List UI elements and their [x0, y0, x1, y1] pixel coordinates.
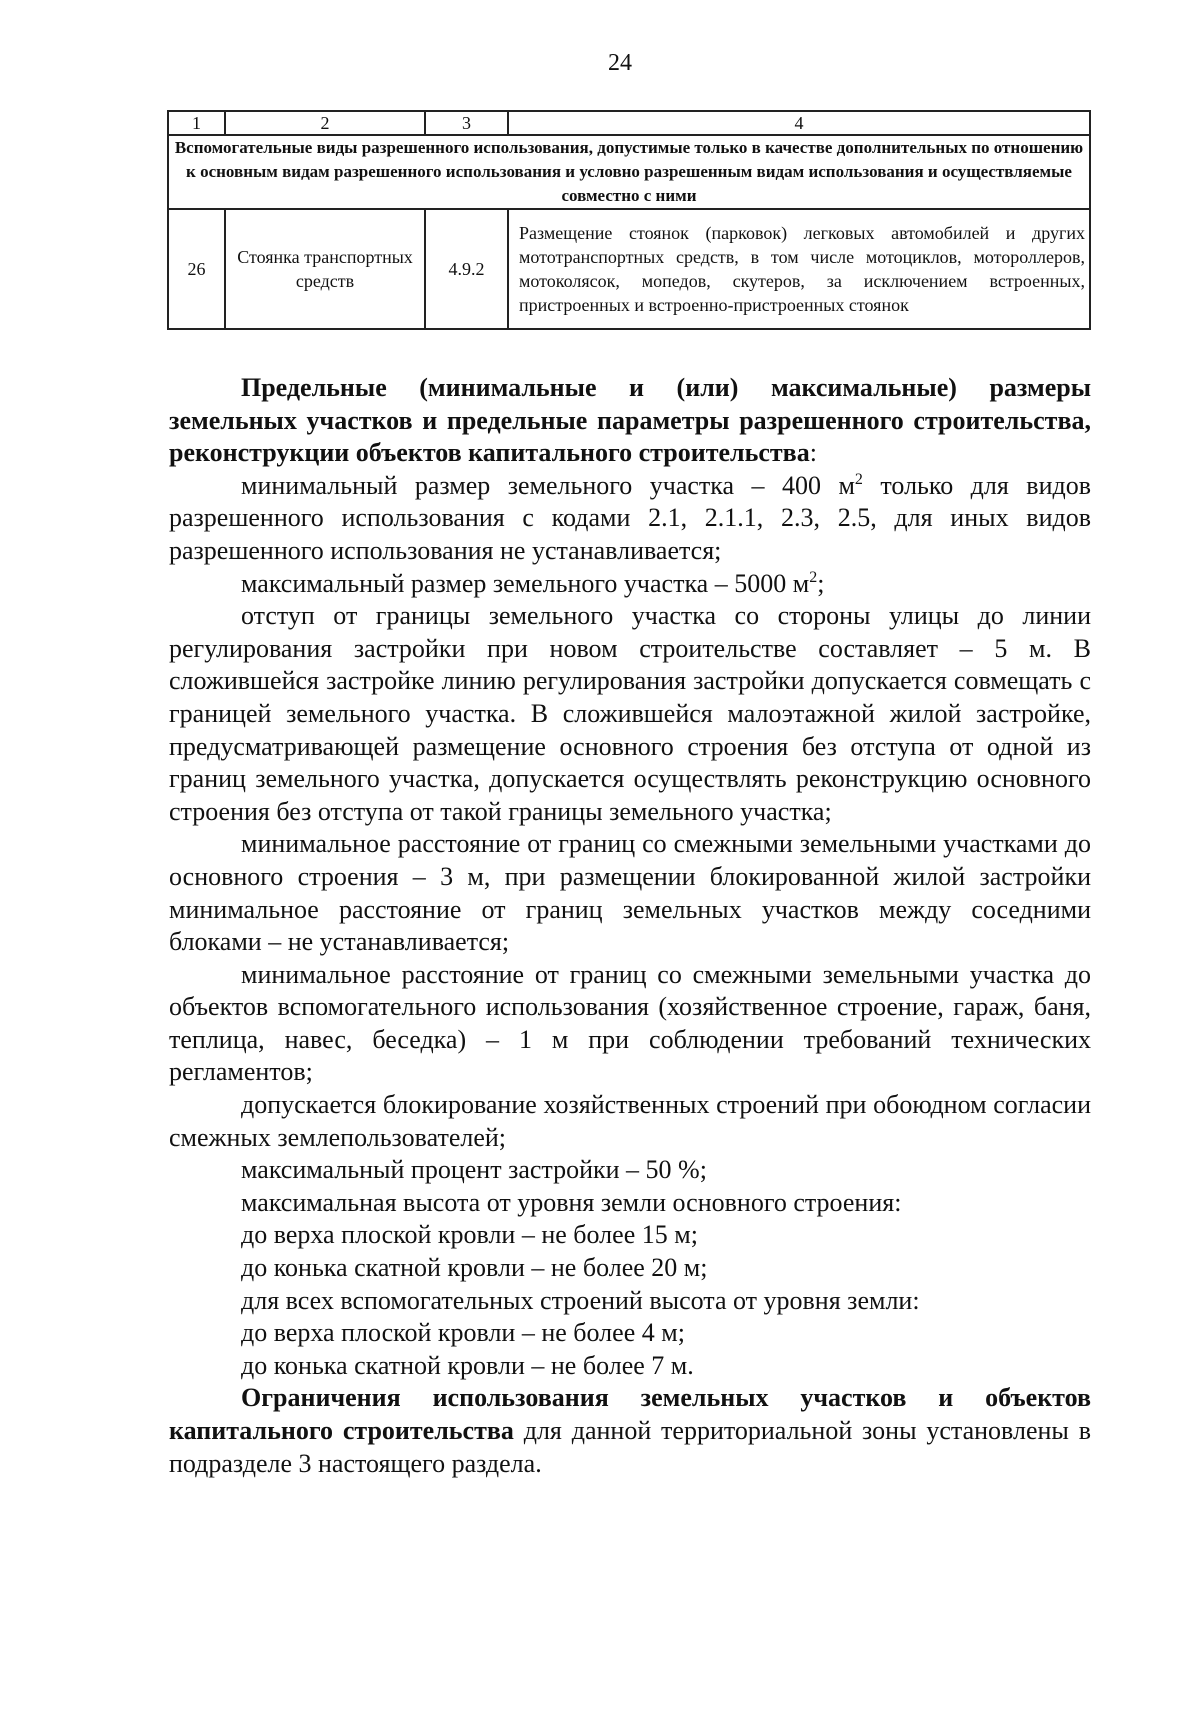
para-street-setback: отступ от границы земельного участка со стороны улицы до линии регулирования застройки при новом строительстве составляет – 5 м. В сложившейся застройке линию регулирования застройки допускается совмещать с границей земельного участка. В сложившейся малоэтажной жилой застройке, предусматривающей размещение основного строения без отступа от одной из границ земельного участка, допускается осуществлять реконструкцию основного строения без отступа от такой границы земельного участка;	[169, 601, 1091, 826]
para-aux-pitched-roof: до конька скатной кровли – не более 7 м.	[241, 1350, 694, 1380]
row-use-description: Размещение стоянок (парковок) легковых автомобилей и других мототранспортных средств, в том числе мотоциклов, мотороллеров, мотоколясок, мопедов, скутеров, за исключением встроенных, пристроенных и встроенно-пристроенных стоянок	[508, 209, 1090, 329]
row-number: 26	[168, 209, 225, 329]
regulations-text	[169, 372, 1091, 1480]
land-use-table	[167, 110, 1091, 330]
max-size-sup: 2	[809, 568, 818, 586]
para-max-percent: максимальный процент застройки – 50 %;	[241, 1155, 707, 1185]
row-use-code: 4.9.2	[425, 209, 508, 329]
page-number: 24	[608, 50, 632, 76]
para-aux-flat-roof: до верха плоской кровли – не более 4 м;	[241, 1318, 685, 1348]
heading-colon: :	[809, 438, 817, 468]
para-max-height: максимальная высота от уровня земли основного строения:	[241, 1187, 902, 1217]
para-pitched-roof: до конька скатной кровли – не более 20 м;	[241, 1253, 708, 1283]
restrictions-rest: для данной территориальной зоны установлены в подразделе 3 настоящего раздела.	[169, 1416, 1091, 1478]
para-min-distance-aux: минимальное расстояние от границ со смежными земельными участка до объектов вспомогательного использования (хозяйственное строение, гараж, баня, теплица, навес, беседка) – 1 м при соблюдении требований технических регламентов;	[169, 959, 1091, 1087]
heading-text: Предельные (минимальные и (или) максимальные) размеры земельных участков и предельные параметры разрешенного строительства, реконструкции объектов капитального строительства	[169, 373, 1091, 468]
para-min-distance-main: минимальное расстояние от границ со смежными земельными участками до основного строения – 3 м, при размещении блокированной жилой застройки минимальное расстояние от границ земельных участков между соседними блоками – не устанавливается;	[169, 829, 1091, 957]
row-use-name: Стоянка транспортных средств	[225, 209, 425, 329]
parameters-heading	[169, 372, 1091, 470]
para-blocking: допускается блокирование хозяйственных строений при обоюдном согласии смежных землепользователей;	[169, 1090, 1091, 1152]
section-heading: Вспомогательные виды разрешенного использования, допустимые только в качестве дополнительных по отношению к основным видам разрешенного использования и условно разрешенным видам использования и осуществляемые совместно с ними	[168, 135, 1090, 209]
para-max-plot-size	[169, 568, 1091, 601]
header-col-2: 2	[225, 111, 425, 135]
min-size-rest: только для видов разрешенного использования с кодами 2.1, 2.1.1, 2.3, 2.5, для иных видов разрешенного использования не устанавливается;	[169, 470, 1091, 565]
table-row	[168, 209, 1090, 329]
para-flat-roof: до верха плоской кровли – не более 15 м;	[241, 1220, 698, 1250]
min-size-text: минимальный размер земельного участка – 400 м	[241, 470, 855, 500]
max-size-rest: ;	[817, 568, 825, 598]
header-col-4: 4	[508, 111, 1090, 135]
table-header-row	[168, 111, 1090, 135]
header-col-1: 1	[168, 111, 225, 135]
table-section-row	[168, 135, 1090, 209]
para-aux-height: для всех вспомогательных строений высота от уровня земли:	[241, 1285, 920, 1315]
para-min-plot-size	[169, 470, 1091, 568]
max-size-text: максимальный размер земельного участка – 5000 м	[241, 568, 810, 598]
header-col-3: 3	[425, 111, 508, 135]
min-size-sup: 2	[854, 470, 863, 488]
restrictions-bold: Ограничения использования земельных участков и объектов капитального строительства	[169, 1383, 1091, 1445]
para-restrictions	[169, 1382, 1091, 1480]
